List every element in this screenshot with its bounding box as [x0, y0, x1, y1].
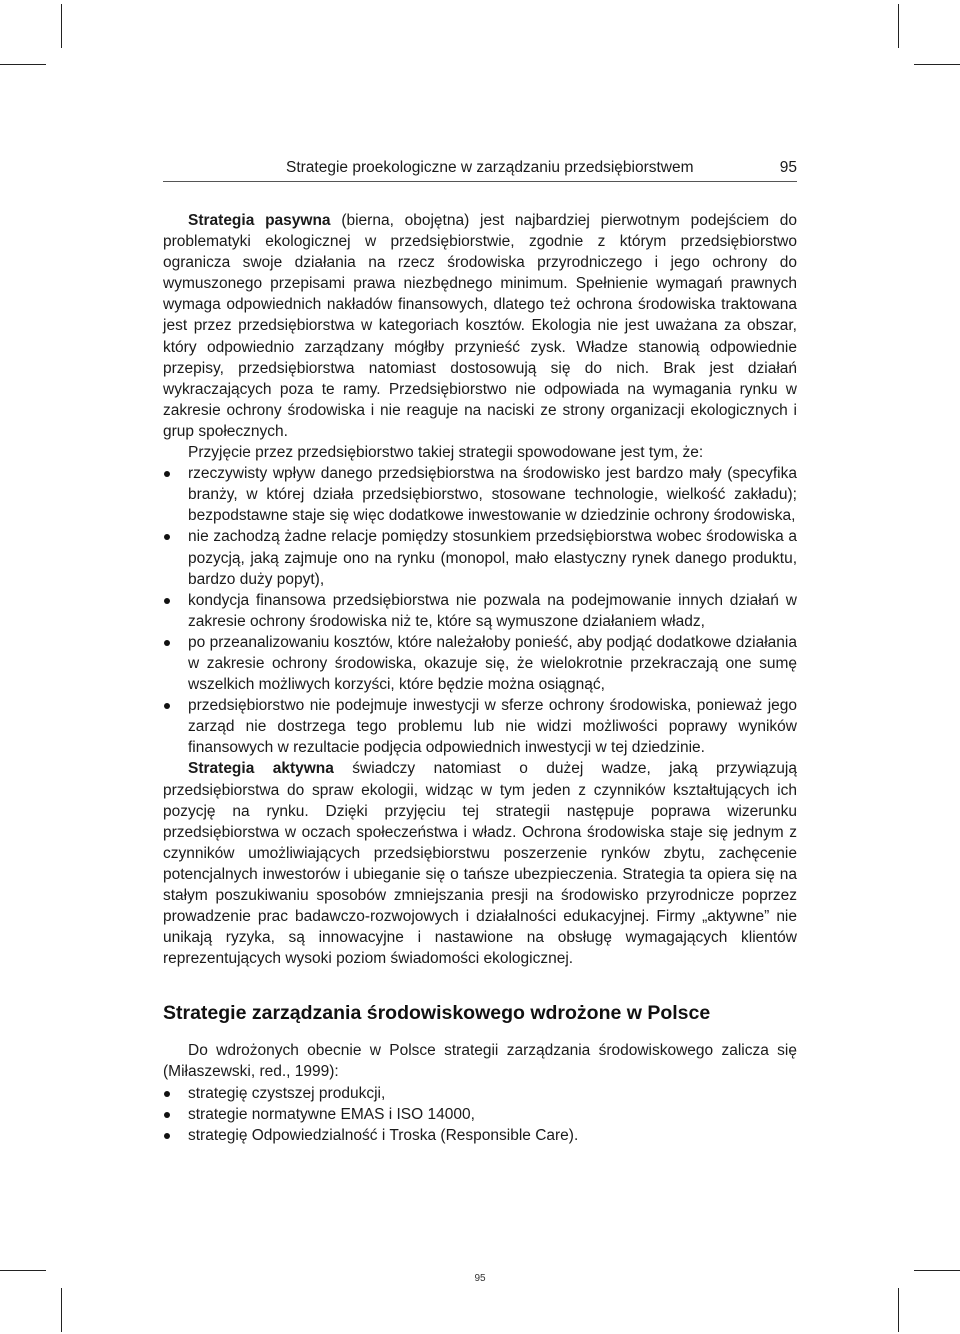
crop-mark	[61, 1288, 62, 1332]
list-item: po przeanalizowaniu kosztów, które należałoby ponieść, aby podjąć dodatkowe działania w zakresie ochrony środowiska, okazuje się, że wielokrotnie przekraczają one sumę wszelkich możliwych korzyści, które będzie można osiągnąć,	[163, 632, 797, 695]
running-head-page-number: 95	[779, 159, 797, 176]
footer-page-number: 95	[474, 1273, 486, 1284]
list-item: rzeczywisty wpływ danego przedsiębiorstwa na środowisko jest bardzo mały (specyfika branży, w której działa przedsiębiorstwo, stosowane technologie, wielkość zakładu); bezpodstawne staje się więc dodatkowe inwestowanie w dziedzinie ochrony środowiska,	[163, 463, 797, 526]
crop-mark	[898, 1288, 899, 1332]
list-item: nie zachodzą żadne relacje pomiędzy stosunkiem przedsiębiorstwa wobec środowiska a pozycją, jaką zajmuje ono na rynku (monopol, mało elastyczny rynek danego produktu, bardzo duży popyt),	[163, 526, 797, 589]
paragraph-adoption-reasons: Przyjęcie przez przedsiębiorstwo takiej strategii spowodowane jest tym, że:	[188, 444, 704, 462]
section-heading: Strategie zarządzania środowiskowego wdrożone w Polsce	[163, 1002, 711, 1025]
running-head	[286, 158, 797, 178]
crop-mark	[0, 1270, 46, 1271]
paragraph-active-strategy	[163, 758, 797, 969]
term-passive-strategy: Strategia pasywna	[188, 212, 331, 229]
paragraph-passive-strategy	[163, 210, 797, 442]
running-head-title: Strategie proekologiczne w zarządzaniu przedsiębiorstwem	[286, 159, 694, 176]
list-item: strategię czystszej produkcji,	[163, 1083, 797, 1104]
strategies-list	[163, 1083, 797, 1146]
crop-mark	[898, 4, 899, 48]
crop-mark	[914, 1270, 960, 1271]
paragraph-text: (bierna, obojętna) jest najbardziej pierwotnym podejściem do problematyki ekologicznej w przedsiębiorstwie, zgodnie z którym przedsiębiorstwo ogranicza swoje działania na rzecz środowiska przyrodniczego i jego ochrony do wymuszonego przepisami prawa niezbędnego minimum. Spełnienie wymagań prawnych wymaga odpowiednich nakładów finansowych, dlatego też ochrona środowiska traktowana jest przez przedsiębiorstwa w kategoriach kosztów. Ekologia nie jest uważana za obszar, który odpowiednio zarządzany mógłby przynieść zysk. Władze stanowią odpowiednie przepisy, przedsiębiorstwa natomiast dostosowują się do nich. Brak jest działań wykraczających poza te ramy. Przedsiębiorstwo nie odpowiada na wymagania rynku w zakresie ochrony środowiska i nie reaguje na naciski ze strony organizacji ekologicznych i grup społecznych.	[163, 212, 798, 440]
paragraph-text: świadczy natomiast o dużej wadze, jaką przywiązują przedsiębiorstwa do spraw ekologii, widząc w tym jeden z czynników kształtujących ich pozycję na rynku. Dzięki przyjęciu tej strategii następuje poprawa wizerunku przedsiębiorstwa w oczach społeczeństwa i władz. Ochrona środowiska staje się jednym z czynników umożliwiających przedsiębiorstwu poszerzenie rynków zbytu, zachęcenie potencjalnych inwestorów i ubieganie się o tańsze ubezpieczenia. Strategia ta opiera się na stałym poszukiwaniu sposobów zmniejszania presji na środowisko przyrodnicze poprzez prowadzenie prac badawczo-rozwojowych i działalności edukacyjnej. Firmy „aktywne” nie unikają ryzyka, są innowacyjne i nastawione na obsługę wymagających klientów reprezentujących wysoki poziom świadomości ekologicznej.	[163, 760, 797, 968]
crop-mark	[914, 64, 960, 65]
crop-mark	[61, 4, 62, 48]
list-item: strategie normatywne EMAS i ISO 14000,	[163, 1104, 797, 1125]
crop-mark	[0, 64, 46, 65]
reasons-list	[163, 463, 797, 758]
term-active-strategy: Strategia aktywna	[188, 760, 334, 778]
list-item: kondycja finansowa przedsiębiorstwa nie pozwala na podejmowanie innych działań w zakresie ochrony środowiska niż te, które są wymuszone działaniem władz,	[163, 590, 797, 632]
list-item: przedsiębiorstwo nie podejmuje inwestycji w sferze ochrony środowiska, ponieważ jego zarząd nie dostrzega tego problemu lub nie widzi możliwości poprawy wyników finansowych w rezultacie podjęcia odpowiednich inwestycji w tej dziedzinie.	[163, 695, 797, 758]
page-body	[163, 210, 797, 1146]
list-item: strategię Odpowiedzialność i Troska (Responsible Care).	[163, 1125, 797, 1146]
header-rule	[163, 181, 797, 182]
section-intro: Do wdrożonych obecnie w Polsce strategii zarządzania środowiskowego zalicza się (Miłaszewski, red., 1999):	[163, 1042, 797, 1081]
